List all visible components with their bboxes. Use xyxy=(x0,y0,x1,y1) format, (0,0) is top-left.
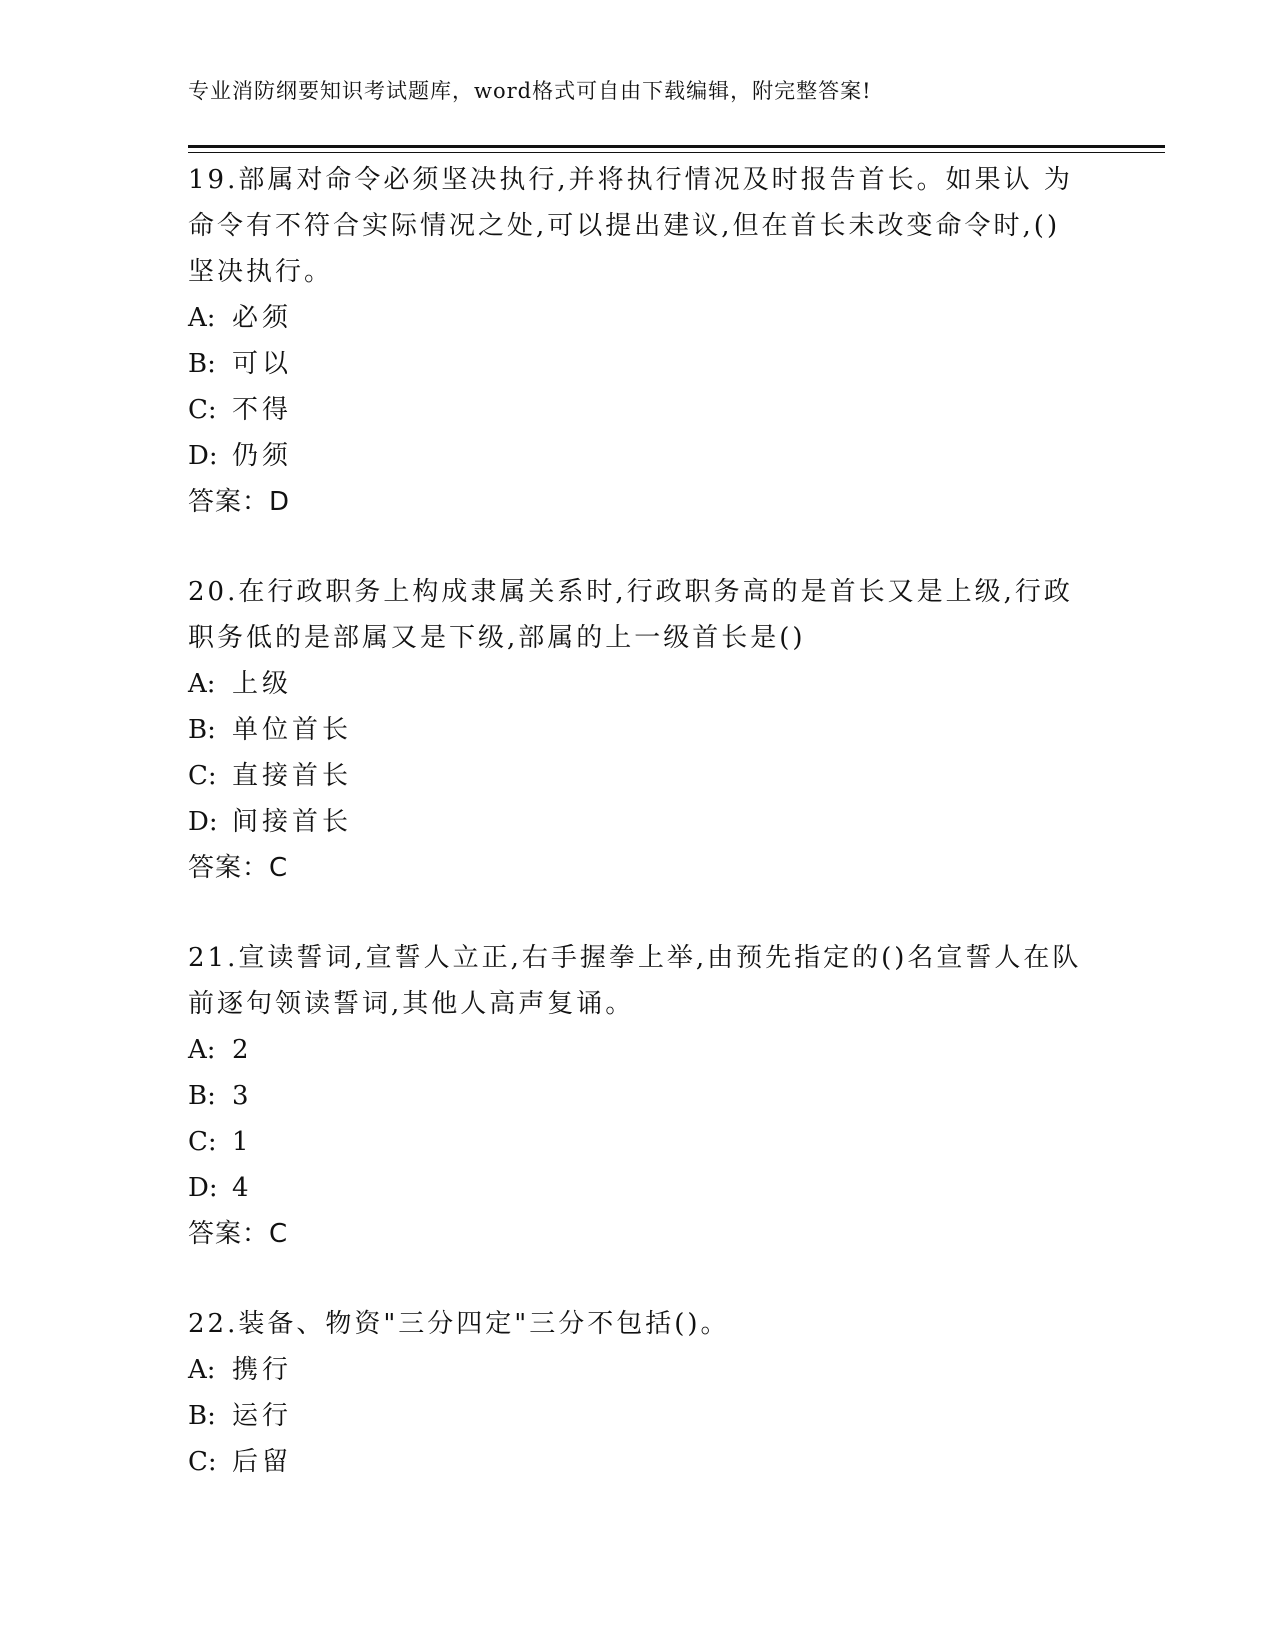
option-a xyxy=(188,295,1088,341)
option-text: 直接首长 xyxy=(232,761,353,791)
option-text: 后留 xyxy=(232,1447,293,1477)
page-header: 专业消防纲要知识考试题库，word格式可自由下载编辑，附完整答案! xyxy=(188,79,872,103)
option-text: 可以 xyxy=(232,349,293,379)
option-letter: B: xyxy=(188,715,216,745)
option-b xyxy=(188,1393,1088,1439)
option-b xyxy=(188,1073,1088,1119)
option-a xyxy=(188,661,1088,707)
option-b xyxy=(188,341,1088,387)
header-rule-thin xyxy=(188,152,1165,153)
option-letter: C: xyxy=(188,761,217,791)
option-letter: D: xyxy=(188,441,218,471)
option-b xyxy=(188,707,1088,753)
option-letter: C: xyxy=(188,1447,217,1477)
option-text: 3 xyxy=(232,1081,253,1111)
option-text: 仍须 xyxy=(232,441,293,471)
option-d xyxy=(188,1165,1088,1211)
answer-line: 答案：C xyxy=(188,853,289,883)
option-text: 携行 xyxy=(232,1355,293,1385)
option-letter: A: xyxy=(188,1355,216,1385)
option-text: 必须 xyxy=(232,303,293,333)
option-c xyxy=(188,1119,1088,1165)
option-c xyxy=(188,387,1088,433)
option-a xyxy=(188,1027,1088,1073)
question-list xyxy=(188,157,1088,1529)
option-letter: C: xyxy=(188,1127,217,1157)
option-letter: A: xyxy=(188,303,216,333)
option-text: 4 xyxy=(232,1173,253,1203)
question-text: 22.装备、物资"三分四定"三分不包括()。 xyxy=(188,1309,730,1339)
question-text: 21.宣读誓词,宣誓人立正,右手握拳上举,由预先指定的()名宣誓人在队前逐句领读誓词,其他人高声复诵。 xyxy=(188,943,1082,1019)
option-text: 2 xyxy=(232,1035,253,1065)
option-letter: B: xyxy=(188,1401,216,1431)
question-20 xyxy=(188,569,1088,891)
option-letter: C: xyxy=(188,395,217,425)
option-d xyxy=(188,799,1088,845)
option-text: 1 xyxy=(232,1127,253,1157)
header-rule-thick xyxy=(188,145,1165,148)
option-letter: B: xyxy=(188,1081,216,1111)
option-letter: A: xyxy=(188,1035,216,1065)
option-text: 运行 xyxy=(232,1401,293,1431)
answer-line: 答案：D xyxy=(188,487,291,517)
option-d xyxy=(188,433,1088,479)
option-text: 上级 xyxy=(232,669,293,699)
option-text: 单位首长 xyxy=(232,715,353,745)
question-19 xyxy=(188,157,1088,525)
question-22 xyxy=(188,1301,1088,1485)
answer-line: 答案：C xyxy=(188,1219,289,1249)
question-text: 19.部属对命令必须坚决执行,并将执行情况及时报告首长。如果认 为命令有不符合实际情况之处,可以提出建议,但在首长未改变命令时,()坚决执行。 xyxy=(188,165,1073,287)
option-c xyxy=(188,1439,1088,1485)
option-letter: B: xyxy=(188,349,216,379)
option-letter: A: xyxy=(188,669,216,699)
option-c xyxy=(188,753,1088,799)
option-text: 间接首长 xyxy=(232,807,353,837)
option-letter: D: xyxy=(188,807,218,837)
option-letter: D: xyxy=(188,1173,218,1203)
question-21 xyxy=(188,935,1088,1257)
option-text: 不得 xyxy=(232,395,293,425)
option-a xyxy=(188,1347,1088,1393)
question-text: 20.在行政职务上构成隶属关系时,行政职务高的是首长又是上级,行政职务低的是部属又是下级,部属的上一级首长是() xyxy=(188,577,1073,653)
